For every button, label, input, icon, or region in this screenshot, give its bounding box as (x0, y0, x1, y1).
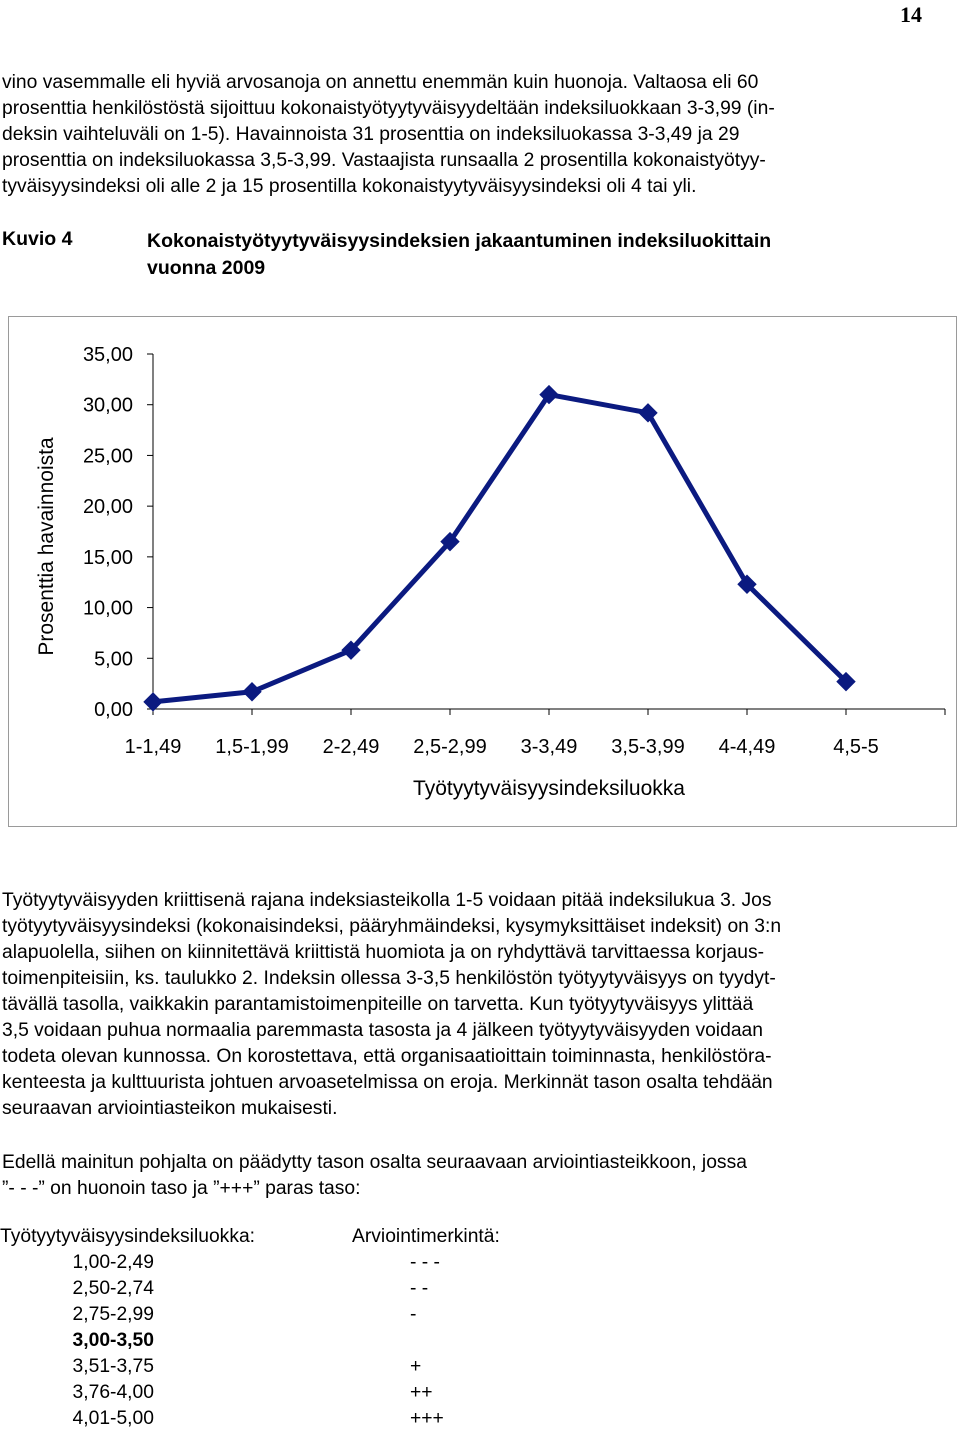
rating-mark: - (410, 1304, 417, 1325)
rating-mark: ++ (410, 1382, 433, 1403)
figure-title (147, 228, 771, 282)
rating-mark: - - (410, 1278, 429, 1299)
table-row (0, 1330, 700, 1356)
text-line: työtyytyväisyysindeksi (kokonaisindeksi, pääryhmäindeksi, kysymyksittäiset indeksit) on 3:n (2, 916, 782, 937)
figure-label: Kuvio 4 (2, 228, 73, 250)
y-tick-label: 0,00 (94, 699, 133, 721)
y-tick-label: 35,00 (82, 344, 133, 366)
y-tick-label: 25,00 (82, 445, 133, 468)
series-line (153, 395, 846, 702)
page-number: 14 (900, 2, 922, 27)
x-tick-label: 1,5-1,99 (215, 736, 289, 758)
x-tick-label: 2-2,49 (322, 736, 380, 758)
text-line: todeta olevan kunnossa. On korostettava, että organisaatioittain toiminnasta, henkilöstöra- (2, 1046, 772, 1067)
text-line: Työtyytyväisyyden kriittisenä rajana indeksiasteikolla 1-5 voidaan pitää indeksilukua 3. Jos (2, 890, 772, 911)
y-tick-label: 30,00 (82, 394, 133, 417)
table-row (0, 1408, 700, 1434)
text-line: seuraavan arviointiasteikon mukaisesti. (2, 1098, 338, 1119)
text-line: ”- - -” on huonoin taso ja ”+++” paras taso: (2, 1178, 361, 1199)
x-axis-title: Työtyytyväisyysindeksiluokka (413, 777, 685, 800)
data-point (243, 683, 261, 701)
text-line: kenteesta ja kulttuurista johtuen arvoasetelmissa on eroja. Merkinnät tason osalta tehdään (2, 1072, 773, 1093)
index-range: 3,00-3,50 (72, 1330, 154, 1351)
y-tick-label: 10,00 (82, 597, 133, 620)
x-tick-label: 3,5-3,99 (611, 736, 685, 758)
rating-mark: - - - (410, 1252, 440, 1273)
text-line: tävällä tasolla, vaikkakin parantamistoimenpiteille on tarvetta. Kun työtyytyväisyys ylittää (2, 994, 754, 1015)
index-range: 1,00-2,49 (72, 1252, 154, 1273)
column-header-range: Työtyytyväisyysindeksiluokka: (0, 1226, 256, 1247)
rating-mark: + (410, 1356, 422, 1377)
figure-title-line: vuonna 2009 (147, 257, 266, 279)
text-line: tyväisyysindeksi oli alle 2 ja 15 prosentilla kokonaistyytyväisyysindeksi oli 4 tai yli. (2, 176, 697, 197)
figure-title-line: Kokonaistyötyytyväisyysindeksien jakaantuminen indeksiluokittain (147, 230, 772, 252)
x-tick-label: 1-1,49 (124, 736, 182, 758)
text-line: prosenttia henkilöstöstä sijoittuu kokonaistyötyytyväisyydeltään indeksiluokkaan 3-3,99 (in- (2, 98, 775, 119)
table-row (0, 1252, 700, 1278)
text-line: toimenpiteisiin, ks. taulukko 2. Indeksin ollessa 3-3,5 henkilöstön työtyytyväisyys on tyydyt- (2, 968, 776, 989)
x-tick-label: 3-3,49 (520, 736, 578, 758)
index-range: 2,75-2,99 (72, 1304, 154, 1325)
criteria-paragraph (2, 888, 932, 1122)
table-row (0, 1382, 700, 1408)
chart-canvas (9, 317, 956, 826)
rating-mark: +++ (410, 1408, 444, 1429)
text-line: Edellä mainitun pohjalta on päädytty tason osalta seuraavaan arviointiasteikkoon, jossa (2, 1152, 747, 1173)
y-tick-label: 20,00 (82, 496, 133, 519)
line-chart (8, 316, 957, 827)
index-range: 3,76-4,00 (72, 1382, 154, 1403)
x-tick-label: 2,5-2,99 (413, 736, 487, 758)
x-tick-label: 4,5-5 (833, 736, 879, 758)
index-range: 2,50-2,74 (72, 1278, 154, 1299)
x-tick-label: 4-4,49 (718, 736, 776, 758)
column-header-mark: Arviointimerkintä: (352, 1226, 500, 1247)
table-row (0, 1278, 700, 1304)
scale-intro-paragraph (2, 1150, 932, 1202)
text-line: 3,5 voidaan puhua normaalia paremmasta tasosta ja 4 jälkeen työtyytyväisyyden voidaan (2, 1020, 763, 1041)
text-line: deksin vaihteluväli on 1-5). Havainnoista 31 prosenttia on indeksiluokassa 3-3,49 ja 29 (2, 124, 740, 145)
data-point (144, 693, 162, 711)
index-range: 4,01-5,00 (72, 1408, 154, 1429)
index-range: 3,51-3,75 (72, 1356, 154, 1377)
intro-paragraph (2, 70, 932, 200)
y-axis-title: Prosenttia havainnoista (35, 437, 58, 656)
table-row (0, 1356, 700, 1382)
text-line: vino vasemmalle eli hyviä arvosanoja on annettu enemmän kuin huonoja. Valtaosa eli 60 (2, 72, 759, 93)
text-line: prosenttia on indeksiluokassa 3,5-3,99. Vastaajista runsaalla 2 prosentilla kokonaistyötyy- (2, 150, 766, 171)
y-tick-label: 5,00 (94, 648, 133, 671)
y-tick-label: 15,00 (82, 546, 133, 569)
text-line: alapuolella, siihen on kiinnitettävä kriittistä huomiota ja on ryhdyttävä tarvittaessa korjaus- (2, 942, 765, 963)
table-row (0, 1304, 700, 1330)
